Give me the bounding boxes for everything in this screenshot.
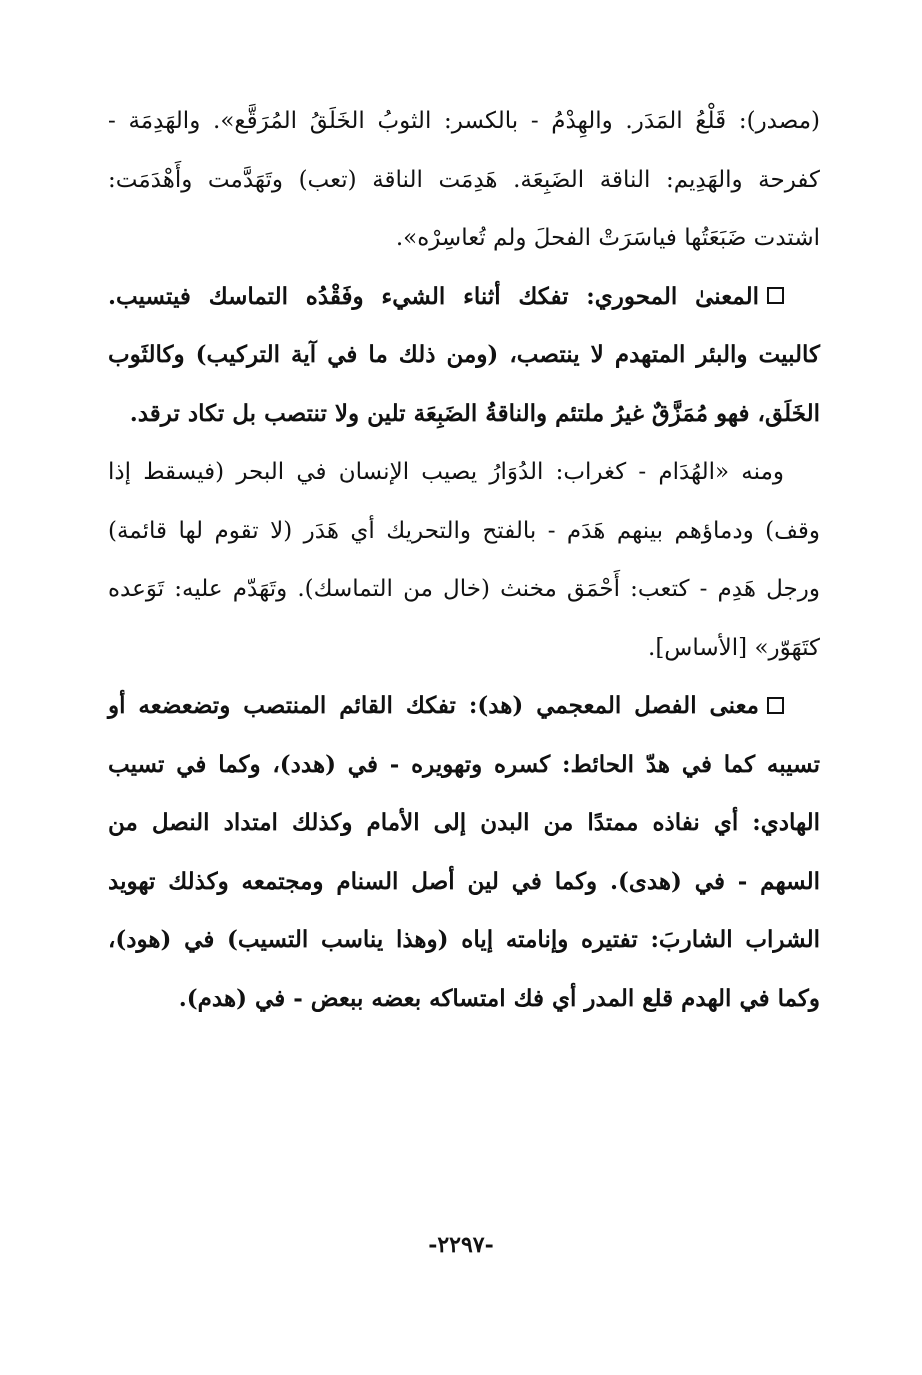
checkbox-square-icon xyxy=(767,287,784,304)
core-meaning-text: المعنىٰ المحوري: تفكك أثناء الشيء وفَقْدُه التماسك فيتسيب. كالبيت والبئر المتهدم لا ينتصب، (ومن ذلك ما في آية التركيب) وكالثَوب الخَلَق، فهو مُمَزَّقٌ غيرُ ملتئم والناقةُ الضَبِعَة تلين ولا تنتصب بل تكاد ترقد. xyxy=(108,282,820,427)
page-body xyxy=(108,92,820,1028)
chapter-meaning-text: معنى الفصل المعجمي (هد): تفكك القائم المنتصب وتضعضعه أو تسيبه كما في هدّ الحائط: كسره وتهويره - في (هدد)، وكما في تسيب الهادي: أي نفاذه ممتدًا من البدن إلى الأمام وكذلك امتداد النصل من السهم - في (هدى). وكما في لين أصل السنام ومجتمعه وكذلك تهويد الشراب الشاربَ: تفتيره وإنامته إياه (وهذا يناسب التسيب) في (هود)، وكما في الهدم قلع المدر أي فك امتساكه بعضه ببعض - في (هدم). xyxy=(108,692,820,1012)
paragraph-lexical-chapter-meaning xyxy=(108,677,820,1028)
checkbox-square-icon xyxy=(767,697,784,714)
paragraph-core-meaning xyxy=(108,268,820,444)
page-number: -٢٢٩٧- xyxy=(428,1232,494,1258)
paragraph-dictionary-entry: (مصدر): قَلْعُ المَدَر. والهِدْمُ - بالكسر: الثوبُ الخَلَقُ المُرَقَّع». والهَدِمَة - كفرحة والهَدِيم: الناقة الضَبِعَة. هَدِمَت الناقة (تعب) وتَهَدَّمت وأَهْدَمَت: اشتدت ضَبَعَتُها فياسَرَتْ الفحلَ ولم تُعاسِرْه». xyxy=(108,108,820,251)
paragraph-derivatives: ومنه «الهُدَام - كغراب: الدُوَارُ يصيب الإنسان في البحر (فيسقط إذا وقف) ودماؤهم بينهم هَدَم - بالفتح والتحريك أي هَدَر (لا تقوم لها قائمة) ورجل هَدِم - كتعب: أَحْمَق مخنث (خال من التماسك). وتَهَدّم عليه: تَوَعده كتَهَوّر» [الأساس]. xyxy=(108,459,820,661)
